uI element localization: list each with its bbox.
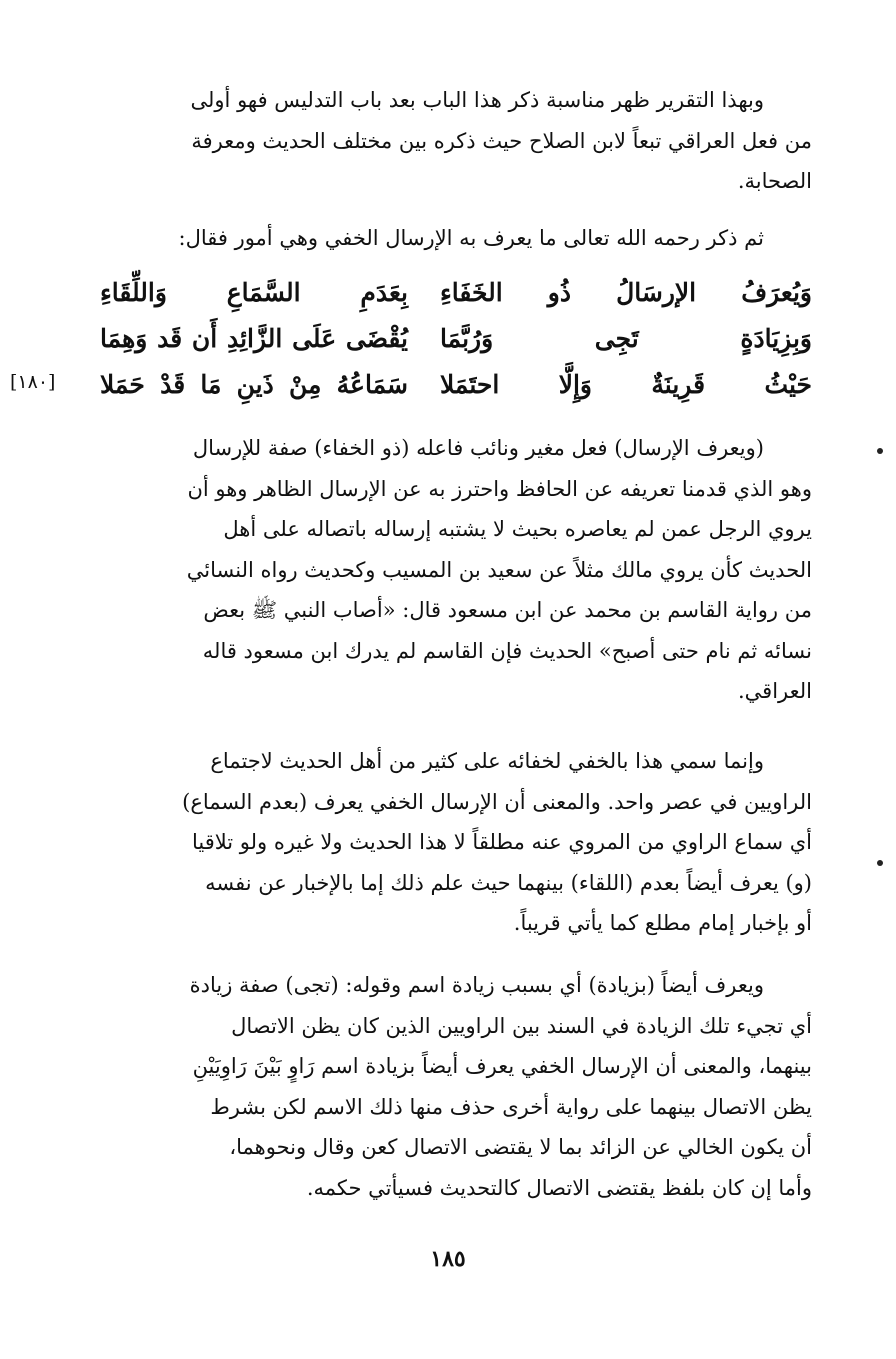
- text-line: بينهما، والمعنى أن الإرسال الخفي يعرف أيضاً بزيادة اسم رَاوٍ بَيْنَ رَاوِيَيْنِ: [192, 1054, 812, 1078]
- verse-line: [100, 270, 812, 316]
- text-line: الصحابة.: [737, 169, 812, 193]
- text-line: وأما إن كان بلفظ يقتضى الاتصال كالتحديث فسيأتي حكمه.: [306, 1175, 812, 1200]
- text-line: أن يكون الخالي عن الزائد بما لا يقتضى الاتصال كعن وقال ونحوهما،: [229, 1135, 812, 1159]
- text-line: (ويعرف الإرسال) فعل مغير ونائب فاعله (ذو الخفاء) صفة للإرسال: [192, 436, 764, 460]
- poem-verses: [100, 270, 812, 408]
- text-line: وإنما سمي هذا بالخفي لخفائه على كثير من أهل الحديث لاجتماع: [210, 749, 764, 773]
- margin-mark: [877, 448, 883, 454]
- text-line: العراقي.: [737, 679, 812, 703]
- paragraph-chapter-order: [116, 80, 812, 202]
- paragraph-commentary-khafi: [116, 741, 812, 944]
- verse-second-hemistich: سَمَاعُهُ مِنْ ذَينِ مَا قَدْ حَمَلا: [100, 370, 408, 399]
- text-line: يروي الرجل عمن لم يعاصره بحيث لا يشتبه إرساله باتصاله على أهل: [223, 517, 812, 541]
- verse-second-hemistich: بِعَدَمِ السَّمَاعِ وَاللِّقَاءِ: [100, 278, 408, 307]
- text-line: يظن الاتصال بينهما على رواية أخرى حذف منها ذلك الاسم لكن بشرط: [210, 1094, 812, 1119]
- text-line: الراويين في عصر واحد. والمعنى أن الإرسال الخفي يعرف (بعدم السماع): [182, 789, 812, 814]
- verse-first-hemistich: حَيْثُ قَرِينَةٌ وَإِلَّا احتَمَلا: [440, 370, 812, 399]
- text-line: أي سماع الراوي من المروي عنه مطلقاً لا هذا الحديث ولا غيره ولو تلاقيا: [191, 830, 812, 854]
- verse-first-hemistich: وَيُعرَفُ الإرسَالُ ذُو الخَفَاءِ: [440, 278, 812, 307]
- text-line: الحديث كأن يروي مالك مثلاً عن سعيد بن المسيب وكحديث رواه النسائي: [186, 557, 812, 582]
- text-line: وهو الذي قدمنا تعريفه عن الحافظ واحترز به عن الإرسال الظاهر وهو أن: [187, 476, 812, 501]
- paragraph-commentary-irsal: [116, 428, 812, 712]
- text-line: (و) يعرف أيضاً بعدم (اللقاء) بينهما حيث علم ذلك إما بالإخبار عن نفسه: [205, 870, 812, 895]
- text-line: وبهذا التقرير ظهر مناسبة ذكر هذا الباب بعد باب التدليس فهو أولى: [190, 88, 764, 112]
- page-number: ١٨٥: [430, 1246, 466, 1272]
- text-line: نسائه ثم نام حتى أصبح» الحديث فإن القاسم لم يدرك ابن مسعود قاله: [202, 638, 812, 663]
- paragraph-commentary-ziyada: [116, 965, 812, 1208]
- text-line: ثم ذكر رحمه الله تعالى ما يعرف به الإرسال الخفي وهي أمور فقال:: [178, 226, 764, 250]
- paragraph-verse-intro: [116, 218, 812, 259]
- verse-line: [100, 316, 812, 362]
- text-line: ويعرف أيضاً (بزيادة) أي بسبب زيادة اسم وقوله: (تجى) صفة زيادة: [189, 973, 764, 997]
- verse-first-hemistich: وَبِزِيَادَةٍ تَجِى وَرُبَّمَا: [440, 324, 812, 353]
- verse-second-hemistich: يُقْضَى عَلَى الزَّائِدِ أَن قَد وَهِمَا: [100, 324, 408, 353]
- verse-line: [100, 362, 812, 408]
- text-line: أو بإخبار إمام مطلع كما يأتي قريباً.: [513, 911, 812, 935]
- margin-mark: [877, 860, 883, 866]
- verse-number-marker: [١٨٠]: [10, 371, 56, 393]
- text-line: أي تجيء تلك الزيادة في السند بين الراويين الذين كان يظن الاتصال: [231, 1013, 812, 1038]
- text-line: من رواية القاسم بن محمد عن ابن مسعود قال: «أصاب النبي ﷺ بعض: [203, 598, 812, 622]
- text-line: من فعل العراقي تبعاً لابن الصلاح حيث ذكره بين مختلف الحديث ومعرفة: [191, 128, 812, 153]
